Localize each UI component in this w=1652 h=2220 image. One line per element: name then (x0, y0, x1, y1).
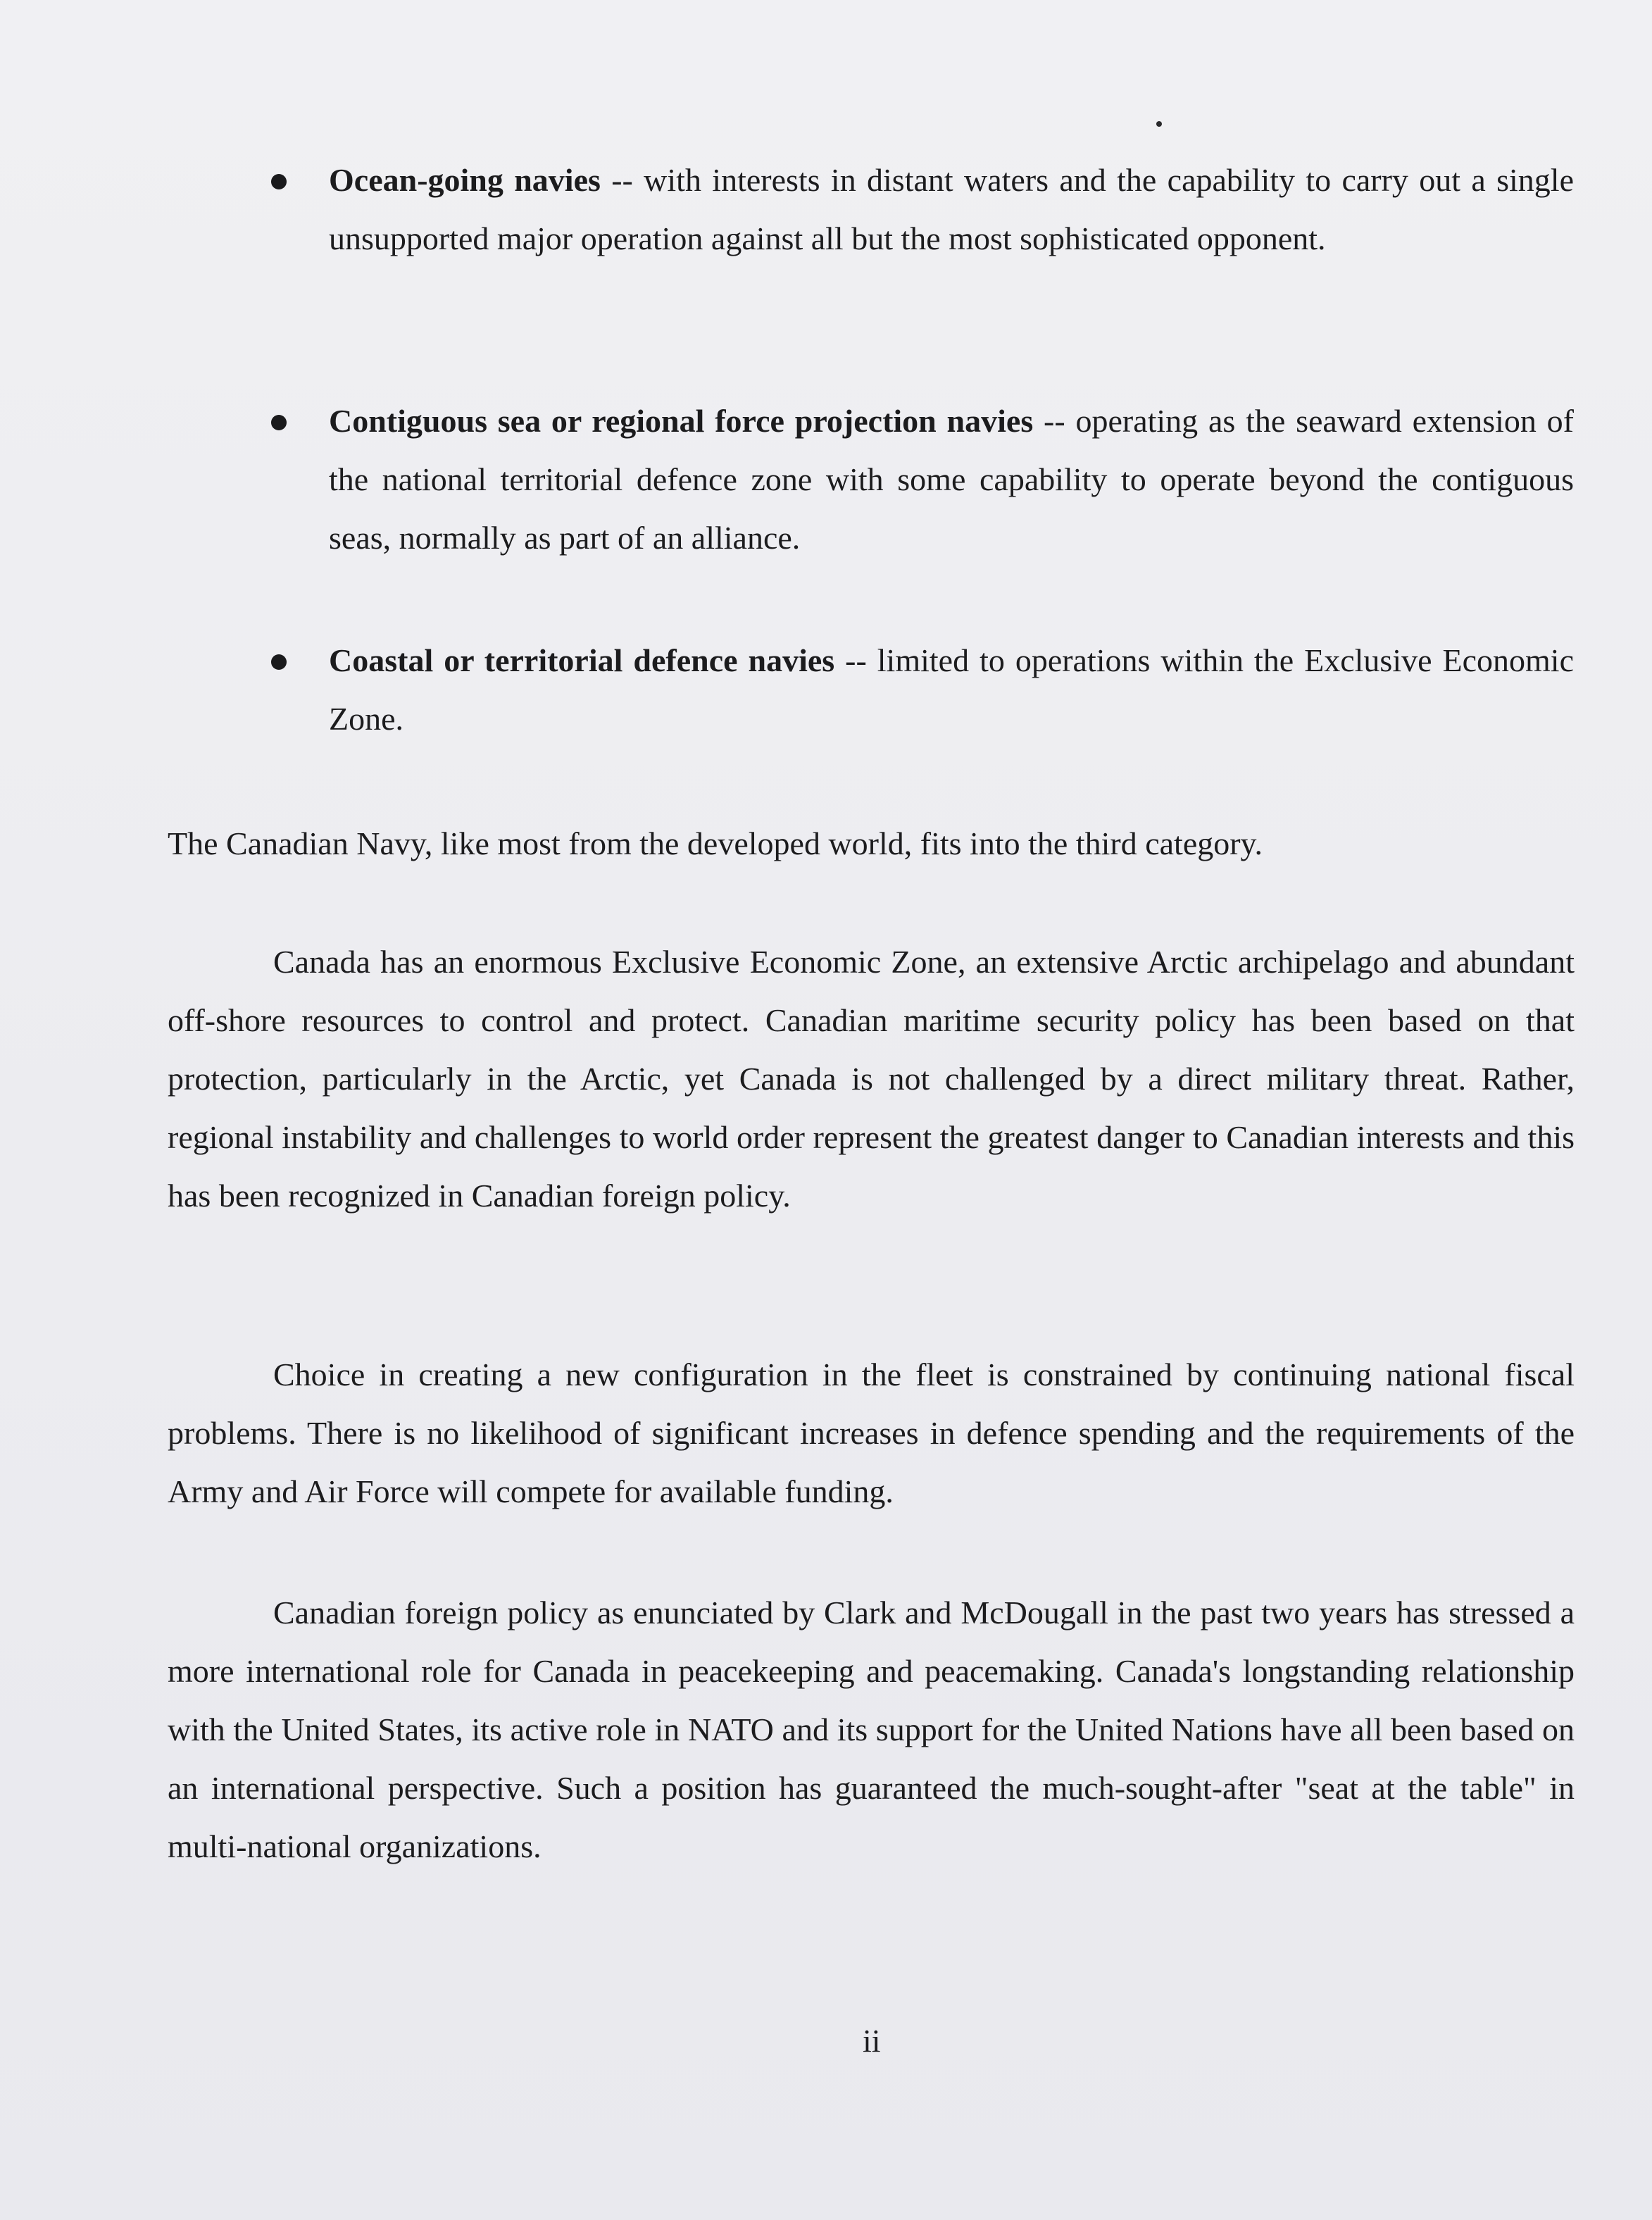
bullet-term: Ocean-going navies (329, 162, 601, 198)
bullet-body (329, 151, 1574, 268)
bullet-icon (271, 654, 287, 670)
page-number: ii (863, 2023, 881, 2059)
bullet-text: -- operating as the seaward extension of the national territorial defence zone with some capability to operate beyond the contiguous seas, normally as part of an alliance. (329, 403, 1574, 556)
paragraph-fiscal-constraints: Choice in creating a new configuration in the fleet is constrained by continuing national fiscal problems. There is no likelihood of significant increases in defence spending and the requirements of the Army and Air Force will compete for available funding. (168, 1357, 1575, 1509)
paragraph-exclusive-economic-zone: Canada has an enormous Exclusive Economic Zone, an extensive Arctic archipelago and abundant off-shore resources to control and protect. Canadian maritime security policy has been based on that protection, particularly in the Arctic, yet Canada is not challenged by a direct military threat. Rather, regional instability and challenges to world order represent the greatest danger to Canadian interests and this has been recognized in Canadian foreign policy. (168, 944, 1575, 1214)
bullet-term: Contiguous sea or regional force projection navies (329, 403, 1034, 439)
scan-speck (1156, 121, 1162, 127)
bullet-text: -- with interests in distant waters and the capability to carry out a single unsupported major operation against all but the most sophisticated opponent. (329, 162, 1574, 256)
bullet-body (329, 392, 1574, 567)
bullet-text: -- limited to operations within the Exclusive Economic Zone. (329, 642, 1574, 737)
bullet-icon (271, 415, 287, 430)
bullet-icon (271, 174, 287, 189)
bullet-term: Coastal or territorial defence navies (329, 642, 835, 678)
paragraph-canadian-navy: The Canadian Navy, like most from the developed world, fits into the third category. (168, 825, 1263, 861)
paragraph-foreign-policy: Canadian foreign policy as enunciated by Clark and McDougall in the past two years has stressed a more international role for Canada in peacekeeping and peacemaking. Canada's longstanding relationship with the United States, its active role in NATO and its support for the United Nations have all been based on an international perspective. Such a position has guaranteed the much-sought-after "seat at the table" in multi-national organizations. (168, 1595, 1575, 1864)
bullet-body (329, 631, 1574, 748)
